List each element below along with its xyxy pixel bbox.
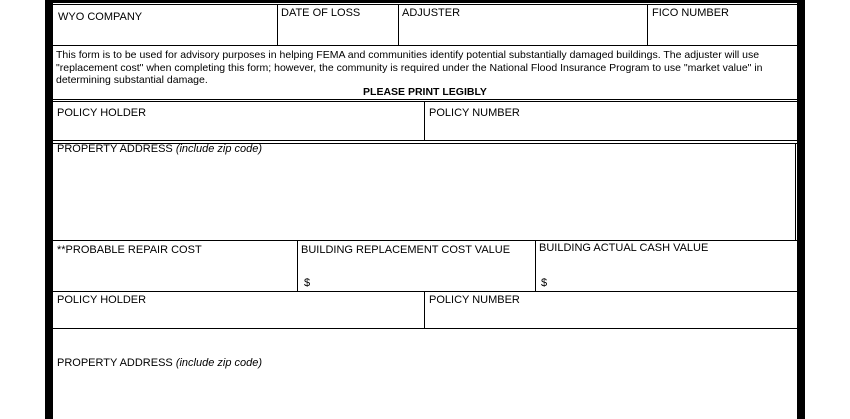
policy-holder-field[interactable]: [54, 121, 423, 139]
second-policy-number-field[interactable]: [425, 309, 796, 327]
replacement-cost-value-field[interactable]: [312, 272, 534, 290]
advisory-notice: This form is to be used for advisory purposes in helping FEMA and communities identify potential substantially damaged buildings. The adjuster will use "replacement cost" when completing this form; however, the community is required under the National Flood Insurance Program to use "market value" in determining substantial damage.: [56, 49, 763, 86]
fico-number-label: FICO NUMBER: [652, 7, 729, 19]
property-address-label: [57, 143, 262, 156]
property-address-hint: (include zip code): [175, 143, 263, 155]
actual-cash-value-label: BUILDING ACTUAL CASH VALUE: [539, 242, 709, 254]
policy-number-label: POLICY NUMBER: [429, 107, 520, 119]
fico-number-field[interactable]: [648, 22, 796, 44]
adjuster-label: ADJUSTER: [402, 7, 461, 19]
form-left-border: [45, 0, 53, 419]
second-property-address-field[interactable]: [54, 372, 796, 418]
second-policy-holder-label: POLICY HOLDER: [57, 294, 147, 306]
second-property-address-title: PROPERTY ADDRESS: [57, 357, 173, 369]
replacement-cost-value-label: BUILDING REPLACEMENT COST VALUE: [301, 244, 511, 256]
wyo-company-field[interactable]: [54, 26, 276, 44]
replacement-cost-currency: $: [304, 277, 311, 289]
adjuster-field[interactable]: [399, 22, 646, 44]
form-right-border: [797, 0, 805, 419]
policy-number-field[interactable]: [425, 121, 796, 139]
property-address-title: PROPERTY ADDRESS: [57, 143, 173, 155]
second-policy-holder-field[interactable]: [54, 309, 423, 327]
second-property-address-label: [57, 357, 262, 370]
please-print-legibly: PLEASE PRINT LEGIBLY: [363, 86, 487, 98]
date-of-loss-field[interactable]: [278, 22, 397, 44]
wyo-company-label: WYO COMPANY: [58, 11, 143, 23]
probable-repair-cost-label: **PROBABLE REPAIR COST: [57, 244, 202, 256]
second-policy-number-label: POLICY NUMBER: [429, 294, 520, 306]
property-address-field[interactable]: [54, 158, 794, 238]
form-top-border: [45, 0, 805, 3]
policy-holder-label: POLICY HOLDER: [57, 107, 147, 119]
actual-cash-value-currency: $: [541, 277, 548, 289]
probable-repair-cost-field[interactable]: [54, 259, 296, 290]
actual-cash-value-field[interactable]: [550, 272, 796, 290]
second-property-address-hint: (include zip code): [175, 357, 263, 369]
date-of-loss-label: DATE OF LOSS: [281, 7, 361, 19]
